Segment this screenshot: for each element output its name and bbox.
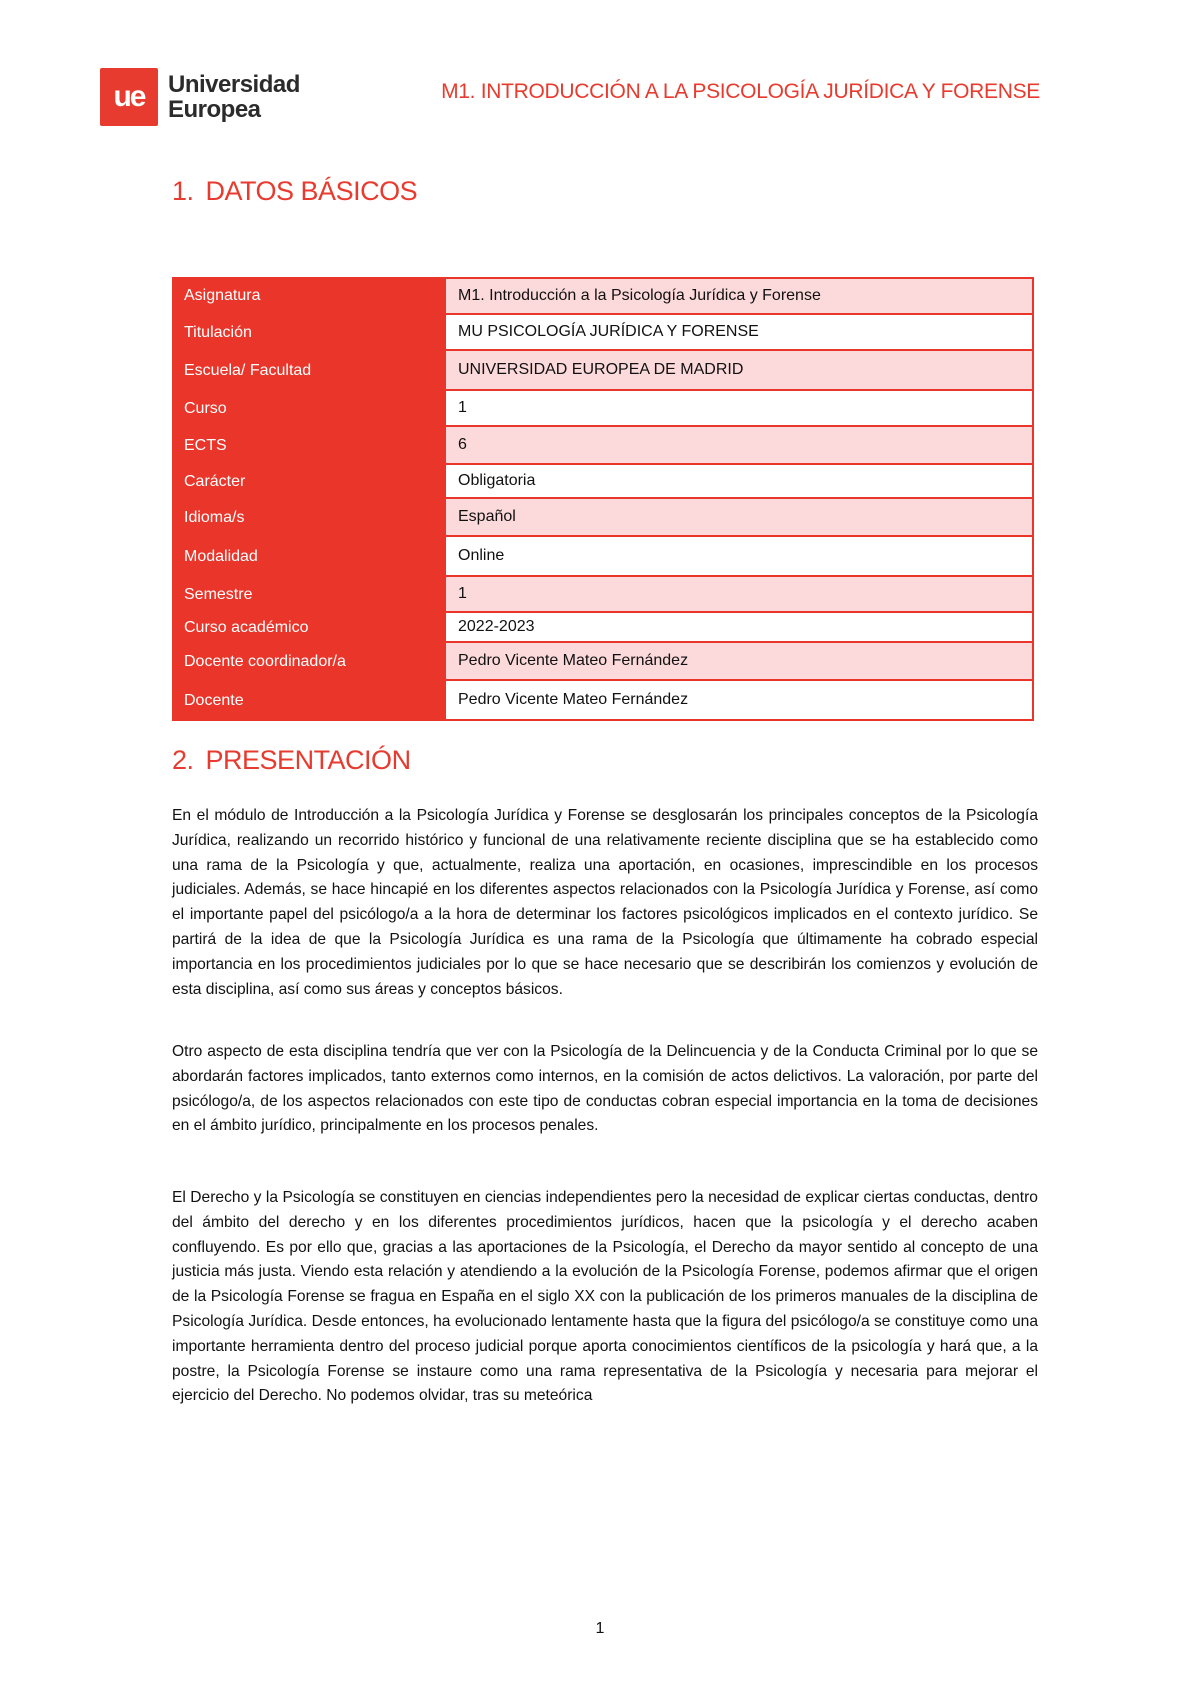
logo-wordmark [168, 72, 300, 122]
field-value: Obligatoria [444, 465, 1034, 499]
section-title: DATOS BÁSICOS [205, 176, 418, 206]
table-row [172, 391, 1034, 427]
table-row [172, 315, 1034, 351]
field-label: Carácter [172, 465, 444, 499]
section-heading-datos-basicos [172, 176, 417, 207]
field-value: 1 [444, 391, 1034, 427]
logo-line2: Europea [168, 96, 261, 123]
field-label: Semestre [172, 577, 444, 613]
paragraph: Otro aspecto de esta disciplina tendría que ver con la Psicología de la Delincuencia y de la Conducta Criminal por lo que se abordarán factores implicados, tanto externos como internos, en la comisión de actos delictivos. La valoración, por parte del psicólogo/a, de los aspectos relacionados con este tipo de conductas cobran especial importancia en la toma de decisiones en el ámbito jurídico, principalmente en los procesos penales. [172, 1043, 1038, 1135]
table-row [172, 499, 1034, 537]
section-heading-presentacion [172, 745, 411, 776]
field-label: Docente [172, 681, 444, 721]
table-row [172, 613, 1034, 643]
logo-line1: Universidad [168, 71, 300, 98]
field-label: Modalidad [172, 537, 444, 577]
field-label: Titulación [172, 315, 444, 351]
field-value: 1 [444, 577, 1034, 613]
paragraph: En el módulo de Introducción a la Psicología Jurídica y Forense se desglosarán los principales conceptos de la Psicología Jurídica, realizando un recorrido histórico y funcional de una relativamente reciente disciplina que se ha establecido como una rama de la Psicología y que, actualmente, realiza una aportación, en ocasiones, imprescindible en los procesos judiciales. Además, se hace hincapié en los diferentes aspectos relacionados con la Psicología Jurídica y Forense, así como el importante papel del psicólogo/a a la hora de determinar los factores psicológicos implicados en el contexto jurídico. Se partirá de la idea de que la Psicología Jurídica es una rama de la Psicología que últimamente ha cobrado especial importancia en los procedimientos judiciales por lo que se hace necesario que se describirán los comienzos y evolución de esta disciplina, así como sus áreas y conceptos básicos. [172, 807, 1038, 998]
ue-logo-icon: ue [100, 68, 158, 126]
section-title: PRESENTACIÓN [205, 745, 411, 775]
field-label: Curso [172, 391, 444, 427]
field-label: ECTS [172, 427, 444, 465]
field-value: 6 [444, 427, 1034, 465]
field-value: 2022-2023 [444, 613, 1034, 643]
table-row [172, 277, 1034, 315]
section-number: 1. [172, 176, 194, 206]
field-label: Curso académico [172, 613, 444, 643]
field-label: Idioma/s [172, 499, 444, 537]
field-label: Asignatura [172, 277, 444, 315]
university-logo [100, 68, 300, 126]
page-number: 1 [595, 1620, 605, 1637]
field-value: Pedro Vicente Mateo Fernández [444, 681, 1034, 721]
table-row [172, 351, 1034, 391]
table-row [172, 537, 1034, 577]
field-value: Español [444, 499, 1034, 537]
field-value: MU PSICOLOGÍA JURÍDICA Y FORENSE [444, 315, 1034, 351]
field-label: Docente coordinador/a [172, 643, 444, 681]
table-row [172, 577, 1034, 613]
paragraph: El Derecho y la Psicología se constituyen en ciencias independientes pero la necesidad de explicar ciertas conductas, dentro del ámbito del derecho y en los diferentes procedimientos jurídicos, hacen que la psicología y el derecho acaben confluyendo. Es por ello que, gracias a las aportaciones de la Psicología, el Derecho da mayor sentido al concepto de una justicia más justa. Viendo esta relación y atendiendo a la evolución de la Psicología Forense, podemos afirmar que el origen de la Psicología Forense se fragua en España en el siglo XX con la publicación de los primeros manuales de la disciplina de Psicología Jurídica. Desde entonces, ha evolucionado lentamente hasta que la figura del psicólogo/a se constituye como una importante herramienta dentro del proceso judicial porque aporta conocimientos científicos de la psicología y hará que, a la postre, la Psicología Forense se instaure como una rama representativa de la Psicología y necesaria para mejorar el ejercicio del Derecho. No podemos olvidar, tras su meteórica [172, 1189, 1038, 1405]
field-value: M1. Introducción a la Psicología Jurídica y Forense [444, 277, 1034, 315]
table-row [172, 643, 1034, 681]
table-row [172, 465, 1034, 499]
field-value: Pedro Vicente Mateo Fernández [444, 643, 1034, 681]
section-number: 2. [172, 745, 194, 775]
basic-data-table [172, 277, 1034, 721]
table-row [172, 681, 1034, 721]
field-value: Online [444, 537, 1034, 577]
field-value: UNIVERSIDAD EUROPEA DE MADRID [444, 351, 1034, 391]
field-label: Escuela/ Facultad [172, 351, 444, 391]
page-header [100, 60, 1040, 130]
table-row [172, 427, 1034, 465]
document-title: M1. INTRODUCCIÓN A LA PSICOLOGÍA JURÍDICA Y FORENSE [441, 80, 1040, 103]
